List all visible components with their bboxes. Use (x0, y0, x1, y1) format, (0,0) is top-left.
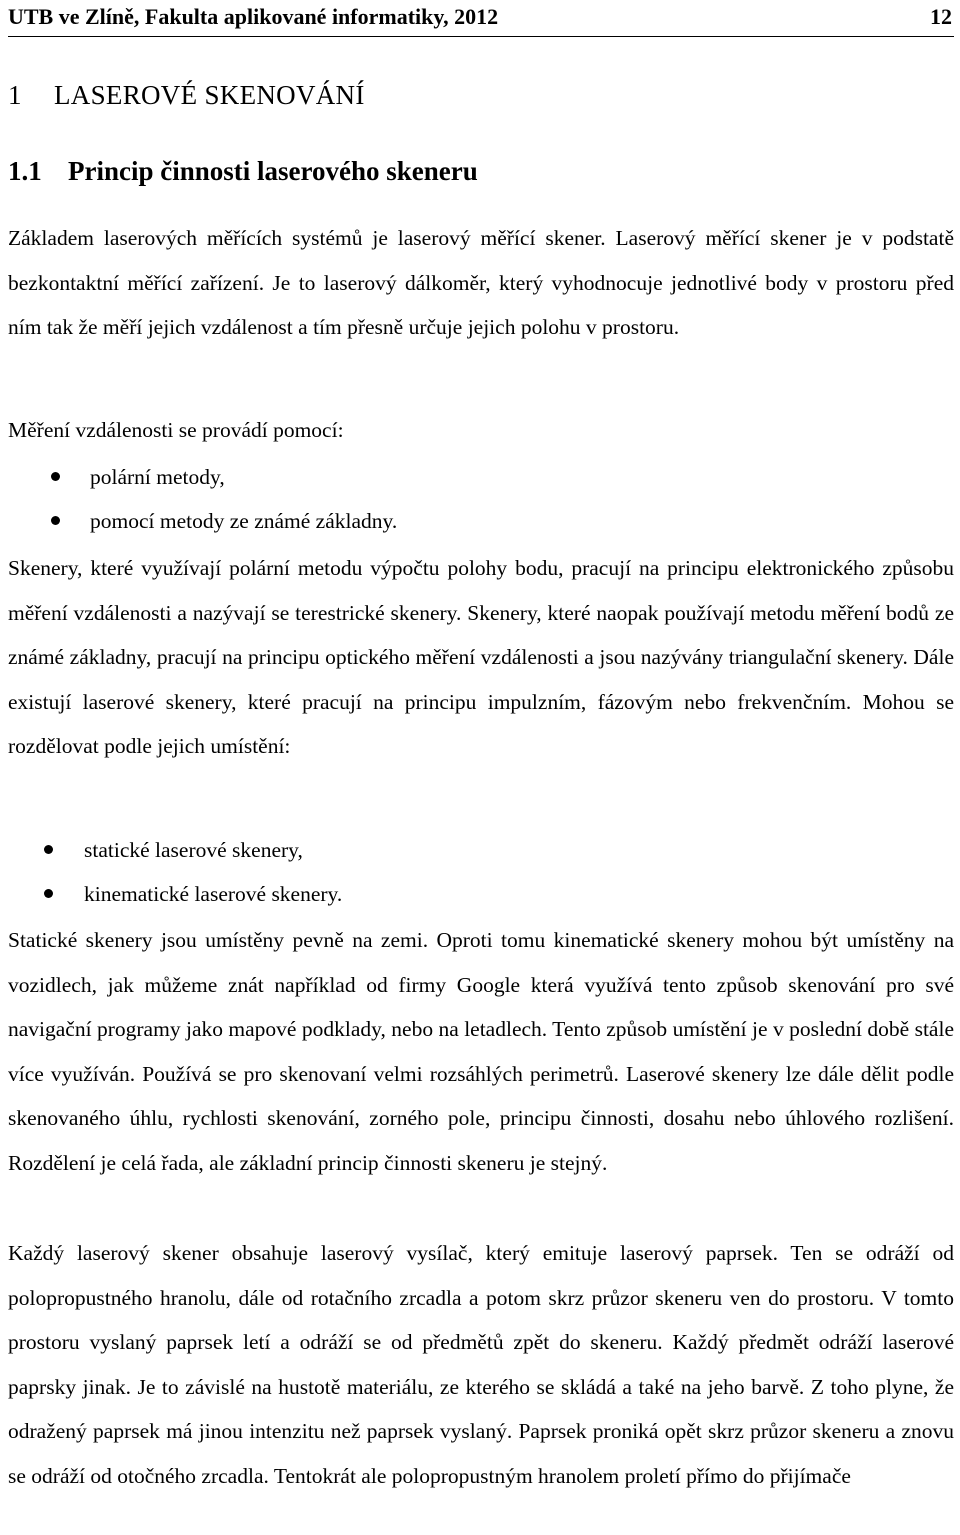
list-item: polární metody, (8, 455, 954, 499)
list-scanner-placement (8, 828, 954, 916)
paragraph-scanner-operation: Každý laserový skener obsahuje laserový vysílač, který emituje laserový paprsek. Ten se odráží od polopropustného hranolu, dále od rotačního zrcadla a potom skrz průzor skeneru ven do prostoru. V tomto prostoru vyslaný paprsek letí a odráží se od předmětů zpět do skeneru. Každý předmět odráží laserové paprsky jinak. Je to závislé na hustotě materiálu, ze kterého se skládá a také na jeho barvě. Z toho plyne, že odražený paprsek má jinou intenzitu než paprsek vyslaný. Paprsek proniká opět skrz průzor skeneru a znovu se odráží od otočného zrcadla. Tentokrát ale polopropustným hranolem proletí přímo do přijímače (8, 1241, 954, 1488)
section-number: 1.1 (8, 156, 42, 186)
paragraph-scanner-types: Skenery, které využívají polární metodu výpočtu polohy bodu, pracují na principu elektronického způsobu měření vzdálenosti a nazývají se terestrické skenery. Skenery, které naopak používají metodu měření bodů ze známé základny, pracují na principu optického měření vzdálenosti a jsou nazývány triangulační skenery. Dále existují laserové skenery, které pracují na principu impulzním, fázovým nebo frekvenčním. Mohou se rozdělovat podle jejich umístění: (8, 556, 954, 758)
chapter-number: 1 (8, 80, 22, 110)
section-title: Princip činnosti laserového skeneru (68, 156, 478, 186)
section-heading (8, 156, 478, 187)
paragraph-intro: Základem laserových měřících systémů je laserový měřící skener. Laserový měřící skener je v podstatě bezkontaktní měřící zařízení. Je to laserový dálkoměr, který vyhodnocuje jednotlivé body v prostoru před ním tak že měří jejich vzdálenost a tím přesně určuje jejich polohu v prostoru. (8, 226, 954, 339)
header-title: UTB ve Zlíně, Fakulta aplikované informatiky, 2012 (8, 4, 499, 29)
page-header (8, 0, 954, 37)
paragraph-measurement-lead: Měření vzdálenosti se provádí pomocí: (8, 418, 344, 442)
bullet-icon (51, 516, 60, 525)
paragraph-static-kinematic: Statické skenery jsou umístěny pevně na zemi. Oproti tomu kinematické skenery mohou být umístěny na vozidlech, jak můžeme znát například od firmy Google která využívá tento způsob skenování pro své navigační programy jako mapové podklady, nebo na letadlech. Tento způsob umístění je v poslední době stále více využíván. Používá se pro skenovaní velmi rozsáhlých perimetrů. Laserové skenery lze dále dělit podle skenovaného úhlu, rychlosti skenování, zorného pole, principu činnosti, dosahu nebo úhlového rozlišení. Rozdělení je celá řada, ale základní princip činnosti skeneru je stejný. (8, 928, 954, 1175)
page-number: 12 (930, 4, 952, 29)
chapter-heading (8, 80, 365, 111)
bullet-icon (44, 845, 53, 854)
list-measurement-methods (8, 455, 954, 543)
bullet-icon (44, 889, 53, 898)
list-item: kinematické laserové skenery. (8, 872, 954, 916)
list-item: statické laserové skenery, (8, 828, 954, 872)
bullet-icon (51, 472, 60, 481)
list-item: pomocí metody ze známé základny. (8, 499, 954, 543)
chapter-title: LASEROVÉ SKENOVÁNÍ (54, 80, 365, 110)
